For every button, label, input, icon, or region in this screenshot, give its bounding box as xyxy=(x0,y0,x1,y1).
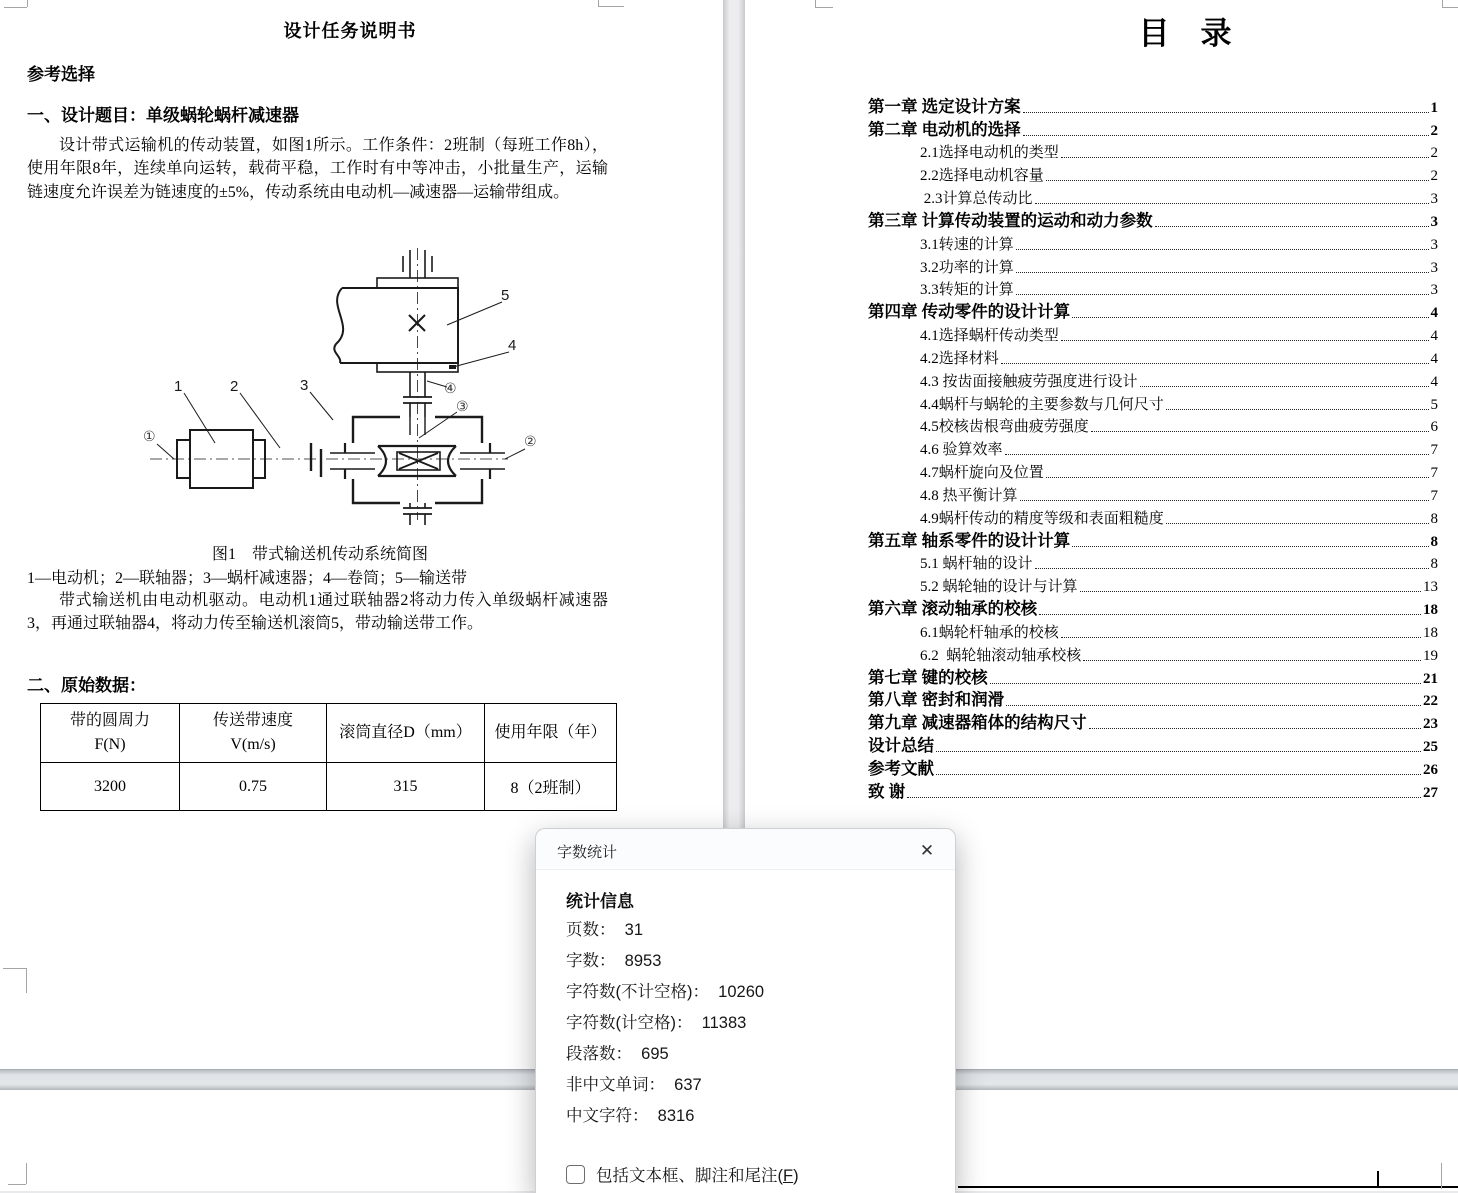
toc-entry-label: 第六章 滚动轴承的校核 xyxy=(868,599,1038,619)
toc-entry-label: 4.4蜗杆与蜗轮的主要参数与几何尺寸 xyxy=(920,396,1164,413)
stat-row xyxy=(566,1070,764,1101)
toc-entry-page: 18 xyxy=(1423,602,1438,619)
figure-legend: 1—电动机；2—联轴器；3—蜗杆减速器；4—卷筒；5—输送带 xyxy=(27,570,468,587)
figure-label-c2: ② xyxy=(524,433,537,449)
table-border-fragment xyxy=(1377,1171,1379,1188)
toc-dot-leader xyxy=(1016,294,1429,295)
toc-entry-page: 18 xyxy=(1423,624,1438,641)
toc-entry[interactable] xyxy=(868,596,1438,619)
table-border-fragment xyxy=(958,1186,1458,1188)
toc-entry-label: 2.2选择电动机容量 xyxy=(920,168,1044,185)
table-data-cell: 0.75 xyxy=(180,763,327,811)
toc-entry[interactable] xyxy=(868,299,1438,322)
toc-entry-page: 7 xyxy=(1430,465,1438,482)
toc-entry[interactable] xyxy=(868,688,1438,711)
toc-entry[interactable] xyxy=(868,756,1438,779)
toc-dot-leader xyxy=(1072,317,1428,318)
table-header-cell: 传送带速度 V(m/s) xyxy=(180,704,327,763)
table-header-cell: 带的圆周力 F(N) xyxy=(41,704,180,763)
toc-dot-leader xyxy=(1023,135,1429,136)
table-header-cell: 使用年限（年） xyxy=(485,704,617,763)
table-data-cell: 315 xyxy=(327,763,485,811)
toc-entry[interactable] xyxy=(868,459,1438,482)
margin-mark xyxy=(1442,7,1458,8)
toc-entry[interactable] xyxy=(868,140,1438,163)
stat-row xyxy=(566,977,764,1008)
toc-dot-leader xyxy=(1140,386,1429,387)
toc-entry-label: 第三章 计算传动装置的运动和动力参数 xyxy=(868,210,1153,230)
toc-entry[interactable] xyxy=(868,391,1438,414)
toc-entry-page: 25 xyxy=(1423,739,1438,756)
toc-entry-label: 设计总结 xyxy=(868,736,934,756)
margin-mark xyxy=(1441,1163,1442,1189)
margin-mark xyxy=(3,968,26,969)
toc-dot-leader xyxy=(1166,409,1429,410)
toc-entry[interactable] xyxy=(868,436,1438,459)
margin-mark xyxy=(4,7,27,8)
toc-dot-leader xyxy=(1035,568,1429,569)
toc-dot-leader xyxy=(1155,226,1429,227)
toc-dot-leader xyxy=(1035,203,1429,204)
section-heading-2: 二、原始数据： xyxy=(27,676,146,695)
toc-entry-page: 19 xyxy=(1423,647,1438,664)
stat-row xyxy=(566,915,764,946)
stat-label: 字符数(计空格)： xyxy=(566,1014,702,1032)
toc-entry-page: 6 xyxy=(1430,419,1438,436)
toc-dot-leader xyxy=(1061,340,1429,341)
toc-entry-label: 5.1 蜗杆轴的设计 xyxy=(920,556,1033,573)
toc-dot-leader xyxy=(1083,660,1421,661)
toc-entry-page: 4 xyxy=(1430,373,1438,390)
stat-value: 10260 xyxy=(718,983,765,1001)
toc-entry-page: 8 xyxy=(1430,556,1438,573)
stat-value: 11383 xyxy=(701,1014,747,1032)
toc-entry[interactable] xyxy=(868,482,1438,505)
stat-row xyxy=(566,1008,764,1039)
transmission-diagram xyxy=(120,240,640,542)
include-footnotes-option[interactable] xyxy=(566,1162,799,1186)
toc-entry-label: 2.3计算总传动比 xyxy=(920,191,1033,208)
toc-entry-page: 3 xyxy=(1430,259,1438,276)
toc-dot-leader xyxy=(1046,180,1429,181)
toc-dot-leader xyxy=(1016,249,1429,250)
close-icon[interactable]: ✕ xyxy=(919,841,935,860)
stat-row xyxy=(566,946,764,977)
toc-entry-page: 1 xyxy=(1430,99,1438,116)
toc-entry-page: 4 xyxy=(1430,350,1438,367)
toc-entry-label: 致 谢 xyxy=(868,781,906,801)
toc-entry-page: 7 xyxy=(1430,442,1438,459)
toc-entry-page: 3 xyxy=(1430,213,1438,230)
toc-entry-page: 23 xyxy=(1423,716,1438,733)
stat-label: 字数： xyxy=(566,952,625,970)
toc-entry-label: 第九章 减速器箱体的结构尺寸 xyxy=(868,713,1087,733)
table-data-cell: 3200 xyxy=(41,763,180,811)
toc-entry-page: 3 xyxy=(1430,191,1438,208)
toc-entry-page: 2 xyxy=(1430,145,1438,162)
toc-entry-label: 第四章 传动零件的设计计算 xyxy=(868,302,1071,322)
toc-dot-leader xyxy=(1020,500,1429,501)
toc-entry[interactable] xyxy=(868,254,1438,277)
toc-entry-page: 13 xyxy=(1423,579,1438,596)
stats-list xyxy=(566,915,764,1132)
toc-entry[interactable] xyxy=(868,505,1438,528)
margin-mark xyxy=(1442,0,1443,7)
stats-section-heading: 统计信息 xyxy=(566,892,634,911)
figure-caption: 图1 带式输送机传动系统简图 xyxy=(211,546,428,563)
toc-entry-page: 3 xyxy=(1430,236,1438,253)
toc-entry-label: 第八章 密封和润滑 xyxy=(868,690,1005,710)
margin-mark xyxy=(598,0,599,6)
toc-dot-leader xyxy=(1005,454,1429,455)
toc-dot-leader xyxy=(1080,591,1421,592)
toc-dot-leader xyxy=(1089,728,1421,729)
toc-entry-label: 4.6 验算效率 xyxy=(920,442,1003,459)
toc-entry-page: 2 xyxy=(1430,122,1438,139)
toc-entry[interactable] xyxy=(868,733,1438,756)
toc-dot-leader xyxy=(1006,705,1421,706)
figure-label-c1: ① xyxy=(143,428,156,444)
stat-label: 中文字符： xyxy=(566,1107,658,1125)
original-data-table xyxy=(40,703,617,811)
toc-entry[interactable] xyxy=(868,162,1438,185)
dialog-title: 字数统计 xyxy=(557,844,618,861)
table-data-cell: 8（2班制） xyxy=(485,763,617,811)
toc-dot-leader xyxy=(936,774,1421,775)
stat-value: 31 xyxy=(624,921,644,939)
figure-label-3: 3 xyxy=(300,377,309,394)
toc-dot-leader xyxy=(1001,363,1429,364)
toc-entry-label: 参考文献 xyxy=(868,758,934,778)
toc-entry-page: 5 xyxy=(1430,396,1438,413)
toc-entry-page: 7 xyxy=(1430,487,1438,504)
paragraph-conditions: 设计带式运输机的传动装置，如图1所示。工作条件：2班制（每班工作8h），使用年限8年，连续单向运转，载荷平稳，工作时有中等冲击，小批量生产，运输链速度允许误差为链速度的±5%，传动系统由电动机—减速器—运输带组成。 xyxy=(27,137,608,201)
toc-entry-label: 6.1蜗轮杆轴承的校核 xyxy=(920,624,1059,641)
toc-entry[interactable] xyxy=(868,322,1438,345)
toc-dot-leader xyxy=(1039,614,1421,615)
margin-mark xyxy=(26,1163,27,1184)
toc-entry-page: 4 xyxy=(1430,305,1438,322)
toc-entry[interactable] xyxy=(868,208,1438,231)
toc-entry-page: 8 xyxy=(1430,533,1438,550)
toc-entry[interactable] xyxy=(868,368,1438,391)
toc-entry-label: 第七章 键的校核 xyxy=(868,667,988,687)
toc-entry[interactable] xyxy=(868,779,1438,802)
stat-value: 8316 xyxy=(657,1107,695,1125)
toc-entry-label: 4.5校核齿根弯曲疲劳强度 xyxy=(920,419,1089,436)
toc-entry-label: 第五章 轴系零件的设计计算 xyxy=(868,530,1071,550)
toc-entry[interactable] xyxy=(868,528,1438,551)
doc-title: 设计任务说明书 xyxy=(283,21,417,41)
toc-title: 目 录 xyxy=(1138,16,1232,51)
toc-entry[interactable] xyxy=(868,573,1438,596)
toc-entry[interactable] xyxy=(868,117,1438,140)
toc-entry[interactable] xyxy=(868,642,1438,665)
toc-dot-leader xyxy=(907,797,1421,798)
stat-label: 页数： xyxy=(566,921,625,939)
toc-entry-label: 3.2功率的计算 xyxy=(920,259,1014,276)
figure-label-2: 2 xyxy=(230,378,239,395)
toc-entry[interactable] xyxy=(868,665,1438,688)
paragraph-description: 带式输送机由电动机驱动。电动机1通过联轴器2将动力传入单级蜗杆减速器3，再通过联轴器4，将动力传至输送机滚筒5，带动输送带工作。 xyxy=(27,592,608,633)
toc-entry-label: 4.7蜗杆旋向及位置 xyxy=(920,465,1044,482)
margin-mark xyxy=(815,0,816,7)
stat-value: 695 xyxy=(641,1045,669,1063)
toc-dot-leader xyxy=(936,751,1421,752)
word-count-dialog xyxy=(535,828,956,1193)
toc-entry-label: 4.1选择蜗杆传动类型 xyxy=(920,328,1059,345)
figure-label-c3: ③ xyxy=(456,398,469,414)
toc-entry-label: 2.1选择电动机的类型 xyxy=(920,145,1059,162)
toc-entry-label: 4.9蜗杆传动的精度等级和表面粗糙度 xyxy=(920,510,1164,527)
toc-dot-leader xyxy=(1061,637,1421,638)
toc-entry-label: 4.3 按齿面接触疲劳强度进行设计 xyxy=(920,373,1138,390)
figure-label-1: 1 xyxy=(174,378,183,395)
stat-row xyxy=(566,1039,764,1070)
stat-label: 字符数(不计空格)： xyxy=(566,983,719,1001)
table-header-cell: 滚筒直径D（mm） xyxy=(327,704,485,763)
stat-value: 8953 xyxy=(624,952,662,970)
toc-entry-page: 8 xyxy=(1430,510,1438,527)
margin-mark xyxy=(598,6,624,7)
margin-mark xyxy=(27,0,28,7)
figure-label-4: 4 xyxy=(508,337,517,354)
checkbox-label[interactable]: 包括文本框、脚注和尾注(F) xyxy=(596,1167,799,1185)
toc-entry-label: 3.3转矩的计算 xyxy=(920,282,1014,299)
toc-list xyxy=(868,94,1438,802)
toc-entry[interactable] xyxy=(868,94,1438,117)
toc-entry[interactable] xyxy=(868,185,1438,208)
toc-entry-label: 4.2选择材料 xyxy=(920,350,999,367)
toc-entry-label: 6.2 蜗轮轴滚动轴承校核 xyxy=(920,647,1082,664)
margin-mark xyxy=(8,1184,26,1185)
margin-mark xyxy=(26,968,27,993)
toc-dot-leader xyxy=(1023,112,1429,113)
toc-entry[interactable] xyxy=(868,551,1438,574)
toc-entry[interactable] xyxy=(868,231,1438,254)
toc-entry-label: 5.2 蜗轮轴的设计与计算 xyxy=(920,579,1078,596)
toc-entry-page: 2 xyxy=(1430,168,1438,185)
toc-entry-label: 4.8 热平衡计算 xyxy=(920,487,1018,504)
toc-entry[interactable] xyxy=(868,345,1438,368)
margin-mark xyxy=(815,7,833,8)
stat-value: 637 xyxy=(674,1076,702,1094)
toc-dot-leader xyxy=(1046,477,1429,478)
toc-entry[interactable] xyxy=(868,277,1438,300)
section-heading-1: 一、设计题目：单级蜗轮蜗杆减速器 xyxy=(27,106,299,125)
toc-dot-leader xyxy=(1072,546,1428,547)
stat-label: 非中文单词： xyxy=(566,1076,675,1094)
toc-entry[interactable] xyxy=(868,414,1438,437)
toc-entry-label: 3.1转速的计算 xyxy=(920,236,1014,253)
stat-row xyxy=(566,1101,764,1132)
figure-label-c4: ④ xyxy=(444,380,457,396)
toc-entry[interactable] xyxy=(868,619,1438,642)
toc-entry[interactable] xyxy=(868,710,1438,733)
toc-dot-leader xyxy=(990,683,1421,684)
stat-label: 段落数： xyxy=(566,1045,642,1063)
toc-entry-page: 26 xyxy=(1423,761,1438,778)
checkbox-unchecked[interactable] xyxy=(566,1165,585,1184)
toc-entry-label: 第一章 选定设计方案 xyxy=(868,96,1021,116)
toc-dot-leader xyxy=(1166,523,1429,524)
toc-dot-leader xyxy=(1061,157,1429,158)
ref-heading: 参考选择 xyxy=(27,65,95,84)
toc-entry-label: 第二章 电动机的选择 xyxy=(868,119,1021,139)
toc-entry-page: 3 xyxy=(1430,282,1438,299)
toc-dot-leader xyxy=(1091,431,1429,432)
toc-entry-page: 27 xyxy=(1423,784,1438,801)
figure-label-5: 5 xyxy=(501,287,510,304)
toc-entry-page: 22 xyxy=(1423,693,1438,710)
toc-dot-leader xyxy=(1016,272,1429,273)
toc-entry-page: 21 xyxy=(1423,670,1438,687)
toc-entry-page: 4 xyxy=(1430,328,1438,345)
